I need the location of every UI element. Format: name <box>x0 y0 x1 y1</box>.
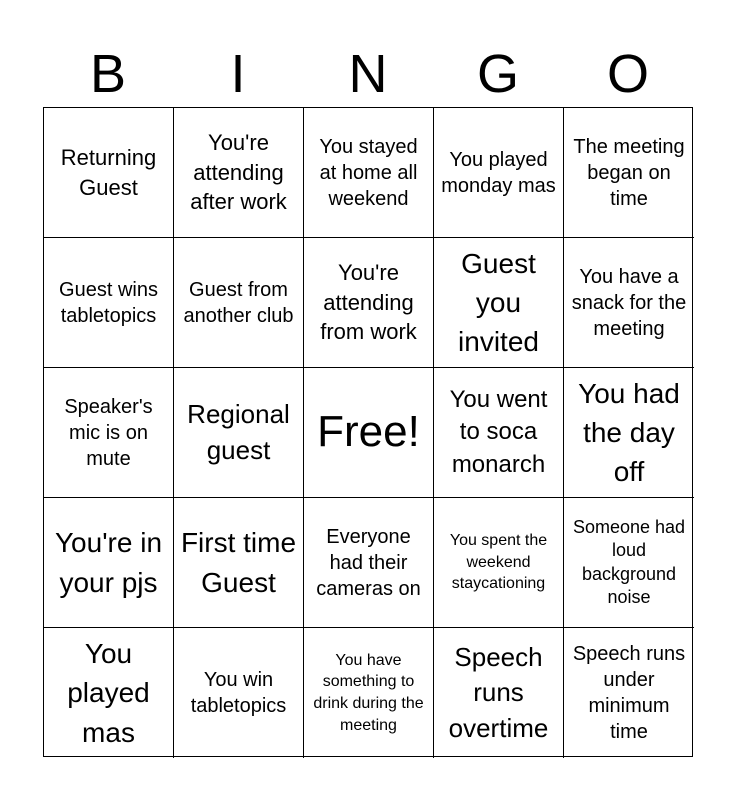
cell-text: You played mas <box>67 638 150 748</box>
header-letter-b: B <box>89 44 127 104</box>
cell-text: You're in your pjs <box>54 527 163 598</box>
bingo-cell[interactable] <box>174 108 304 238</box>
header-letter-g: G <box>476 44 519 104</box>
cell-text: The meeting began on time <box>573 135 685 210</box>
cell-text: Someone had loud background noise <box>572 516 686 607</box>
bingo-cell[interactable] <box>174 498 304 628</box>
cell-text: Everyone had their cameras on <box>316 525 421 600</box>
free-space-cell[interactable] <box>304 368 434 498</box>
cell-text: Guest you invited <box>458 247 539 358</box>
cell-text: You win tabletopics <box>190 669 287 717</box>
bingo-cell[interactable] <box>564 628 694 758</box>
cell-text: Guest wins tabletopics <box>59 278 158 327</box>
free-space-text: Free! <box>317 407 420 457</box>
cell-text: You went to soca monarch <box>449 385 548 478</box>
cell-text: Speaker's mic is on mute <box>64 395 153 470</box>
bingo-cell[interactable] <box>174 368 304 498</box>
bingo-cell[interactable] <box>304 628 434 758</box>
bingo-cell[interactable] <box>564 368 694 498</box>
bingo-cell[interactable] <box>564 238 694 368</box>
cell-text: You have a snack for the meeting <box>571 265 687 340</box>
cell-text: Speech runs under minimum time <box>572 643 686 743</box>
cell-text: Guest from another club <box>183 278 294 327</box>
bingo-cell[interactable] <box>434 108 564 238</box>
cell-text: You played monday mas <box>441 148 556 197</box>
bingo-cell[interactable] <box>434 368 564 498</box>
bingo-cell[interactable] <box>434 498 564 628</box>
cell-text: First time Guest <box>180 527 297 598</box>
bingo-cell[interactable] <box>434 628 564 758</box>
bingo-cell[interactable] <box>44 108 174 238</box>
bingo-cell[interactable] <box>304 238 434 368</box>
cell-text: You're attending from work <box>320 259 417 345</box>
bingo-header <box>43 40 693 108</box>
header-letter-o: O <box>606 44 649 104</box>
cell-text: Regional guest <box>187 399 290 465</box>
bingo-board <box>43 107 693 757</box>
cell-text: Returning Guest <box>60 144 157 200</box>
bingo-cell[interactable] <box>434 238 564 368</box>
bingo-cell[interactable] <box>44 628 174 758</box>
bingo-cell[interactable] <box>174 628 304 758</box>
cell-text: You spent the weekend staycationing <box>449 532 548 593</box>
cell-text: You have something to drink during the meeting <box>313 651 424 734</box>
cell-text: You stayed at home all weekend <box>319 135 418 210</box>
header-letter-i: I <box>230 44 246 104</box>
bingo-cell[interactable] <box>44 498 174 628</box>
cell-text: You're attending after work <box>190 129 287 215</box>
bingo-cell[interactable] <box>564 108 694 238</box>
header-letter-n: N <box>348 44 388 104</box>
bingo-cell[interactable] <box>174 238 304 368</box>
bingo-cell[interactable] <box>304 498 434 628</box>
cell-text: You had the day off <box>578 377 680 488</box>
cell-text: Speech runs overtime <box>448 642 549 743</box>
bingo-cell[interactable] <box>44 368 174 498</box>
bingo-cell[interactable] <box>304 108 434 238</box>
bingo-cell[interactable] <box>564 498 694 628</box>
bingo-cell[interactable] <box>44 238 174 368</box>
